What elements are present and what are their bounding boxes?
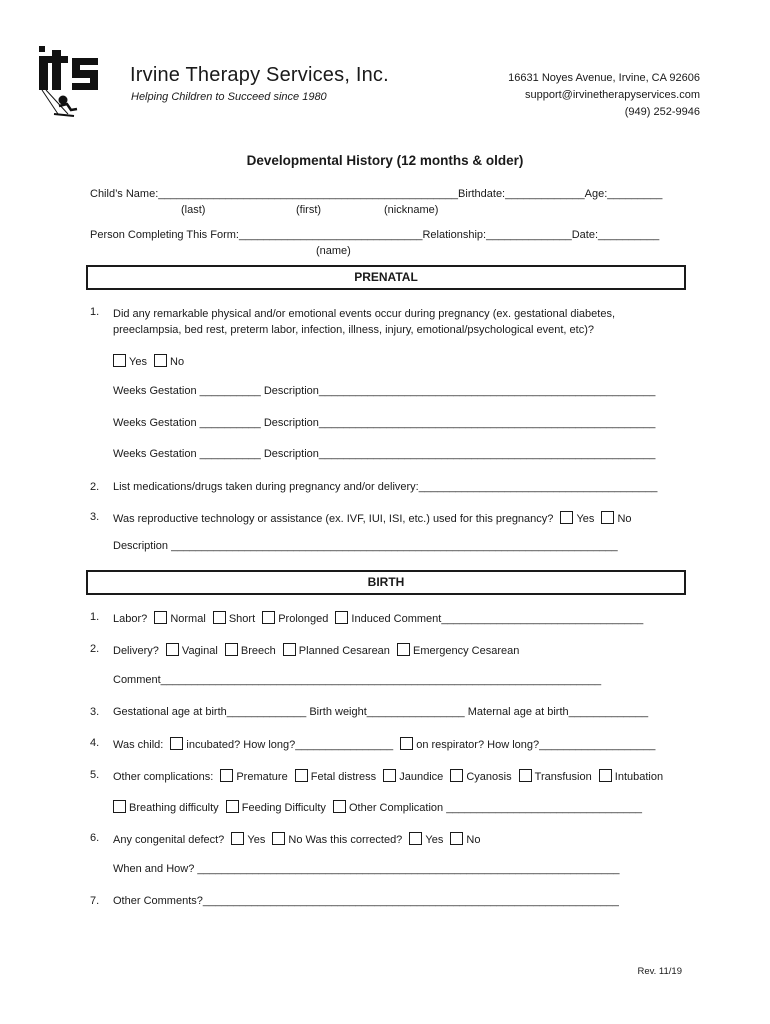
emergency-cesarean-checkbox[interactable]	[397, 643, 410, 656]
congenital-label: Any congenital defect?	[113, 834, 225, 846]
no-label: No	[466, 834, 481, 846]
no-checkbox[interactable]	[154, 354, 167, 367]
birth-q1-number: 1.	[90, 611, 100, 623]
premature-checkbox[interactable]	[220, 769, 233, 782]
breathing-difficulty-checkbox[interactable]	[113, 800, 126, 813]
short-label: Short	[228, 613, 256, 625]
corrected-no-checkbox[interactable]	[450, 832, 463, 845]
birth-heading: BIRTH	[86, 570, 686, 595]
was-child-label: Was child:	[113, 739, 164, 751]
weeks-gestation-row[interactable]: Weeks Gestation __________ Description_______________________________________________________	[113, 448, 656, 460]
person-sub-name: (name)	[316, 245, 351, 257]
respirator-field[interactable]: on respirator? How long?___________________	[416, 739, 656, 751]
no-label: No	[170, 356, 185, 368]
intubation-label: Intubation	[614, 771, 664, 783]
transfusion-checkbox[interactable]	[519, 769, 532, 782]
short-checkbox[interactable]	[213, 611, 226, 624]
prenatal-q1-options	[113, 354, 184, 368]
birth-q5-number: 5.	[90, 769, 100, 781]
prenatal-q1-text: Did any remarkable physical and/or emotional events occur during pregnancy (ex. gestational diabetes, preeclampsia, bed rest, preterm labor, infection, illness, injury, emotional/psychological event, etc)?	[113, 308, 616, 336]
address: 16631 Noyes Avenue, Irvine, CA 92606	[508, 72, 700, 84]
transfusion-label: Transfusion	[534, 771, 592, 783]
fetal-distress-checkbox[interactable]	[295, 769, 308, 782]
feeding-difficulty-label: Feeding Difficulty	[241, 802, 326, 814]
org-name: Irvine Therapy Services, Inc.	[130, 64, 389, 86]
prenatal-heading: PRENATAL	[86, 265, 686, 290]
induced-label: Induced	[351, 613, 391, 625]
when-and-how-field[interactable]: When and How? _____________________________________________________________________	[113, 863, 620, 875]
vaginal-checkbox[interactable]	[166, 643, 179, 656]
prenatal-q2-number: 2.	[90, 481, 100, 493]
weeks-gestation-row[interactable]: Weeks Gestation __________ Description_______________________________________________________	[113, 385, 656, 397]
fetal-distress-label: Fetal distress	[310, 771, 377, 783]
vaginal-label: Vaginal	[181, 645, 218, 657]
respirator-checkbox[interactable]	[400, 737, 413, 750]
complications-label: Other complications:	[113, 771, 214, 783]
birth-q6-number: 6.	[90, 832, 100, 844]
cyanosis-label: Cyanosis	[466, 771, 512, 783]
jaundice-checkbox[interactable]	[383, 769, 396, 782]
birth-q4-number: 4.	[90, 737, 100, 749]
other-complication-field[interactable]: Other Complication ________________________________	[348, 802, 642, 814]
jaundice-label: Jaundice	[399, 771, 444, 783]
planned-cesarean-label: Planned Cesarean	[298, 645, 390, 657]
medications-field[interactable]: List medications/drugs taken during pregnancy and/or delivery:_______________________________________	[113, 481, 658, 493]
breathing-difficulty-label: Breathing difficulty	[129, 802, 219, 814]
delivery-comment-field[interactable]: Comment________________________________________________________________________	[113, 674, 602, 686]
labor-comment-field[interactable]: Comment_________________________________	[393, 613, 644, 625]
yes-checkbox[interactable]	[560, 511, 573, 524]
person-completing-field[interactable]: Person Completing This Form:______________________________Relationship:______________Date:__________	[90, 229, 660, 241]
complications-row	[113, 769, 663, 783]
normal-checkbox[interactable]	[154, 611, 167, 624]
gestational-age-row[interactable]: Gestational age at birth_____________ Birth weight________________ Maternal age at birth_____________	[113, 706, 649, 718]
intubation-checkbox[interactable]	[599, 769, 612, 782]
its-logo	[36, 44, 106, 124]
child-name-field[interactable]: Child’s Name:_________________________________________________Birthdate:_____________Age:_________	[90, 188, 663, 200]
prenatal-q1-number: 1.	[90, 306, 100, 318]
document-title: Developmental History (12 months & older)	[246, 153, 524, 168]
email: support@irvinetherapyservices.com	[524, 89, 700, 101]
yes-label: Yes	[247, 834, 266, 846]
birth-q3-number: 3.	[90, 706, 100, 718]
induced-checkbox[interactable]	[335, 611, 348, 624]
corrected-label: No Was this corrected?	[288, 834, 403, 846]
premature-label: Premature	[236, 771, 288, 783]
yes-checkbox[interactable]	[113, 354, 126, 367]
child-care-row	[113, 737, 655, 751]
breech-checkbox[interactable]	[225, 643, 238, 656]
birth-q7-number: 7.	[90, 895, 100, 907]
reproductive-description-field[interactable]: Description _________________________________________________________________________	[113, 540, 618, 552]
delivery-row	[113, 643, 519, 657]
normal-label: Normal	[170, 613, 206, 625]
no-checkbox[interactable]	[272, 832, 285, 845]
child-sub-last: (last)	[181, 204, 206, 216]
incubated-field[interactable]: incubated? How long?________________	[186, 739, 394, 751]
delivery-label: Delivery?	[113, 645, 159, 657]
feeding-difficulty-checkbox[interactable]	[226, 800, 239, 813]
reproductive-question: Was reproductive technology or assistance (ex. IVF, IUI, ISI, etc.) used for this pregnancy?	[113, 513, 554, 525]
congenital-defect-row	[113, 832, 480, 846]
prolonged-label: Prolonged	[278, 613, 329, 625]
tagline: Helping Children to Succeed since 1980	[131, 91, 327, 103]
other-comments-field[interactable]: Other Comments?____________________________________________________________________	[113, 895, 619, 907]
complications-row-2	[113, 800, 642, 814]
phone: (949) 252-9946	[624, 106, 700, 118]
yes-label: Yes	[576, 513, 595, 525]
prolonged-checkbox[interactable]	[262, 611, 275, 624]
prenatal-q3-number: 3.	[90, 511, 100, 523]
incubated-checkbox[interactable]	[170, 737, 183, 750]
child-sub-first: (first)	[296, 204, 322, 216]
planned-cesarean-checkbox[interactable]	[283, 643, 296, 656]
weeks-gestation-row[interactable]: Weeks Gestation __________ Description_______________________________________________________	[113, 417, 656, 429]
other-complication-checkbox[interactable]	[333, 800, 346, 813]
yes-label: Yes	[129, 356, 147, 368]
prenatal-q3-row	[113, 511, 632, 525]
labor-label: Labor?	[113, 613, 148, 625]
revision-label: Rev. 11/19	[637, 966, 682, 977]
yes-label: Yes	[425, 834, 444, 846]
corrected-yes-checkbox[interactable]	[409, 832, 422, 845]
cyanosis-checkbox[interactable]	[450, 769, 463, 782]
contact-block	[508, 70, 700, 121]
no-label: No	[617, 513, 632, 525]
yes-checkbox[interactable]	[231, 832, 244, 845]
birth-q2-number: 2.	[90, 643, 100, 655]
no-checkbox[interactable]	[601, 511, 614, 524]
child-sub-nickname: (nickname)	[384, 204, 439, 216]
breech-label: Breech	[240, 645, 276, 657]
labor-row	[113, 611, 643, 625]
emergency-cesarean-label: Emergency Cesarean	[412, 645, 520, 657]
